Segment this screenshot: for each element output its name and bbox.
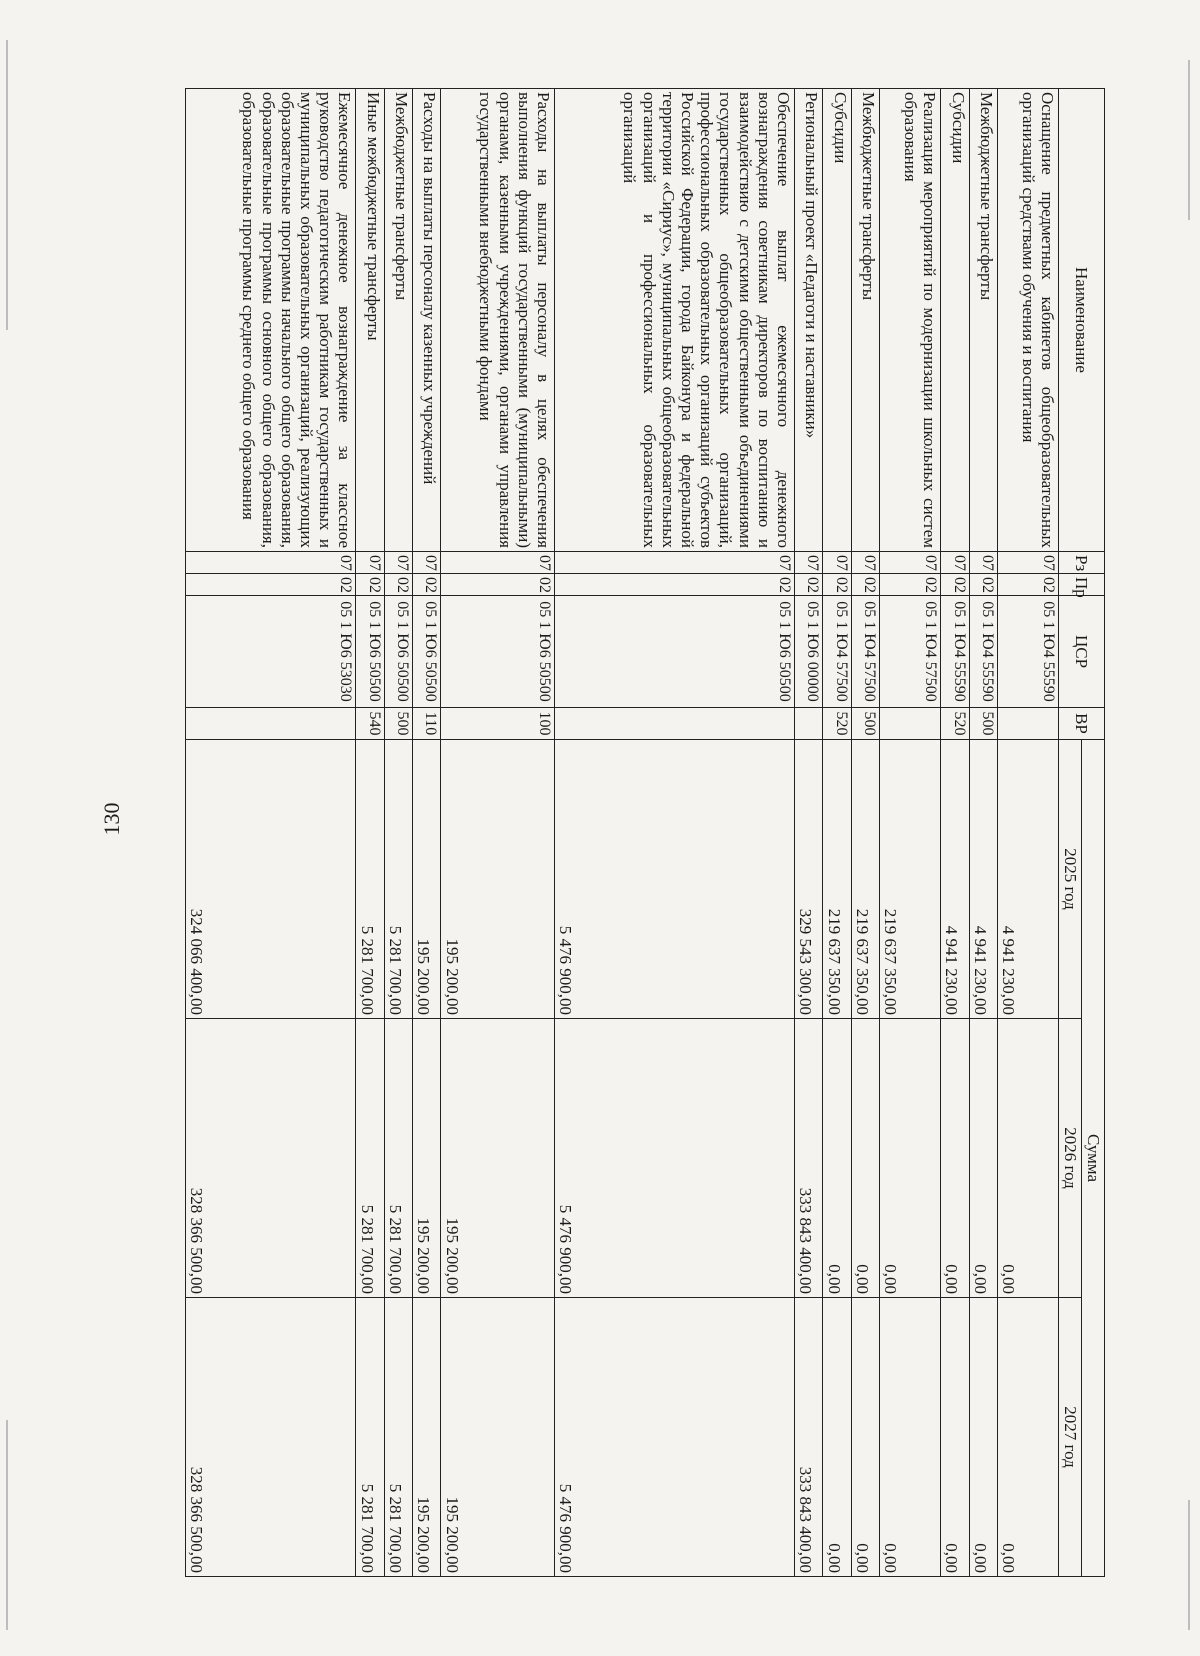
row-csr: 05 1 Ю4 57500 — [880, 596, 941, 708]
table-row — [823, 89, 851, 1577]
row-sum-2025: 324 066 400,00 — [186, 740, 356, 1019]
row-sum-2025: 219 637 350,00 — [851, 740, 879, 1019]
row-sum-2026: 0,00 — [997, 1019, 1058, 1298]
row-rz: 07 — [880, 552, 941, 574]
row-rz: 07 — [941, 552, 969, 574]
table-row — [441, 89, 554, 1577]
rotated-table-container — [185, 88, 1105, 1576]
header-pr: Пр — [1059, 574, 1105, 596]
row-name: Иные межбюджетные трансферты — [356, 89, 384, 552]
row-vr: 520 — [941, 708, 969, 740]
row-sum-2026: 195 200,00 — [441, 1019, 554, 1298]
row-vr — [997, 708, 1058, 740]
row-pr: 02 — [880, 574, 941, 596]
row-pr: 02 — [969, 574, 997, 596]
row-name: Межбюджетные трансферты — [969, 89, 997, 552]
row-sum-2026: 0,00 — [969, 1019, 997, 1298]
row-name: Расходы на выплаты персоналу в целях обеспечения выполнения функций государственными (муниципальными) органами, казенными учреждениями, органами управления государственными внебюджетными фондами — [441, 89, 554, 552]
row-pr: 02 — [186, 574, 356, 596]
row-csr: 05 1 Ю4 55590 — [997, 596, 1058, 708]
row-sum-2027: 195 200,00 — [441, 1298, 554, 1577]
row-vr: 520 — [823, 708, 851, 740]
row-rz: 07 — [413, 552, 441, 574]
row-sum-2025: 4 941 230,00 — [997, 740, 1058, 1019]
row-sum-2025: 5 281 700,00 — [384, 740, 412, 1019]
header-rz: Рз — [1059, 552, 1105, 574]
header-csr: ЦСР — [1059, 596, 1105, 708]
table-row — [997, 89, 1058, 1577]
row-sum-2026: 5 281 700,00 — [384, 1019, 412, 1298]
row-name: Оснащение предметных кабинетов общеобразовательных организаций средствами обучения и воспитания — [997, 89, 1058, 552]
table-row — [851, 89, 879, 1577]
row-vr — [880, 708, 941, 740]
page-number: 130 — [99, 802, 124, 836]
row-csr: 05 1 Ю4 57500 — [823, 596, 851, 708]
row-vr — [554, 708, 794, 740]
row-rz: 07 — [997, 552, 1058, 574]
row-name: Субсидии — [823, 89, 851, 552]
row-name: Субсидии — [941, 89, 969, 552]
table-row — [186, 89, 356, 1577]
row-csr: 05 1 Ю6 50500 — [413, 596, 441, 708]
row-sum-2027: 0,00 — [969, 1298, 997, 1577]
table-row — [554, 89, 794, 1577]
row-sum-2026: 328 366 500,00 — [186, 1019, 356, 1298]
row-sum-2027: 5 281 700,00 — [356, 1298, 384, 1577]
row-vr: 100 — [441, 708, 554, 740]
row-name: Реализация мероприятий по модернизации школьных систем образования — [880, 89, 941, 552]
row-pr: 02 — [441, 574, 554, 596]
row-rz: 07 — [186, 552, 356, 574]
row-sum-2025: 195 200,00 — [441, 740, 554, 1019]
row-sum-2027: 5 476 900,00 — [554, 1298, 794, 1577]
row-sum-2027: 0,00 — [941, 1298, 969, 1577]
row-name: Ежемесячное денежное вознаграждение за классное руководство педагогическим работникам государственных и муниципальных образовательных организаций, реализующих образовательные программы начального общего образования, образовательные программы основного общего образования, образовательные программы среднего общего образования — [186, 89, 356, 552]
budget-table — [185, 88, 1105, 1577]
row-csr: 05 1 Ю6 00000 — [794, 596, 822, 708]
row-pr: 02 — [384, 574, 412, 596]
row-vr — [186, 708, 356, 740]
table-row — [969, 89, 997, 1577]
row-sum-2026: 0,00 — [851, 1019, 879, 1298]
row-csr: 05 1 Ю6 50500 — [384, 596, 412, 708]
row-sum-2025: 4 941 230,00 — [969, 740, 997, 1019]
row-vr — [794, 708, 822, 740]
row-name: Межбюджетные трансферты — [851, 89, 879, 552]
row-name: Обеспечение выплат ежемесячного денежного вознаграждения советникам директоров по воспитанию и взаимодействию с детскими общественными объединениями государственных общеобразовательных организаций, профессиональных образовательных организаций субъектов Российской Федерации, города Байконура и федеральной территории «Сириус», муниципальных общеобразовательных организаций и профессиональных образовательных организаций — [554, 89, 794, 552]
header-year-2026: 2026 год — [1059, 1019, 1082, 1298]
row-name: Расходы на выплаты персоналу казенных учреждений — [413, 89, 441, 552]
row-sum-2027: 0,00 — [823, 1298, 851, 1577]
row-csr: 05 1 Ю6 50500 — [356, 596, 384, 708]
row-sum-2025: 5 476 900,00 — [554, 740, 794, 1019]
row-rz: 07 — [554, 552, 794, 574]
row-csr: 05 1 Ю4 55590 — [969, 596, 997, 708]
table-row — [941, 89, 969, 1577]
table-row — [384, 89, 412, 1577]
header-vr: ВР — [1059, 708, 1105, 740]
row-sum-2026: 0,00 — [880, 1019, 941, 1298]
scan-edge-mark — [6, 40, 8, 330]
row-csr: 05 1 Ю4 55590 — [941, 596, 969, 708]
row-pr: 02 — [794, 574, 822, 596]
row-pr: 02 — [554, 574, 794, 596]
row-rz: 07 — [823, 552, 851, 574]
row-sum-2025: 219 637 350,00 — [823, 740, 851, 1019]
row-sum-2025: 5 281 700,00 — [356, 740, 384, 1019]
row-sum-2027: 328 366 500,00 — [186, 1298, 356, 1577]
header-name: Наименование — [1059, 89, 1105, 552]
row-sum-2027: 0,00 — [851, 1298, 879, 1577]
table-row — [413, 89, 441, 1577]
row-sum-2026: 0,00 — [941, 1019, 969, 1298]
row-pr: 02 — [823, 574, 851, 596]
row-sum-2026: 333 843 400,00 — [794, 1019, 822, 1298]
row-pr: 02 — [851, 574, 879, 596]
row-sum-2025: 219 637 350,00 — [880, 740, 941, 1019]
row-csr: 05 1 Ю6 50500 — [554, 596, 794, 708]
row-sum-2027: 0,00 — [997, 1298, 1058, 1577]
row-rz: 07 — [969, 552, 997, 574]
header-sum: Сумма — [1082, 740, 1105, 1577]
row-sum-2025: 195 200,00 — [413, 740, 441, 1019]
header-year-2027: 2027 год — [1059, 1298, 1082, 1577]
row-sum-2027: 5 281 700,00 — [384, 1298, 412, 1577]
scan-edge-mark — [6, 1420, 8, 1630]
row-pr: 02 — [941, 574, 969, 596]
row-sum-2027: 195 200,00 — [413, 1298, 441, 1577]
row-csr: 05 1 Ю6 50500 — [441, 596, 554, 708]
row-sum-2027: 0,00 — [880, 1298, 941, 1577]
row-rz: 07 — [384, 552, 412, 574]
row-vr: 500 — [384, 708, 412, 740]
row-sum-2026: 5 476 900,00 — [554, 1019, 794, 1298]
row-rz: 07 — [441, 552, 554, 574]
row-sum-2026: 0,00 — [823, 1019, 851, 1298]
row-pr: 02 — [413, 574, 441, 596]
row-name: Региональный проект «Педагоги и наставники» — [794, 89, 822, 552]
row-vr: 500 — [851, 708, 879, 740]
scan-edge-mark — [1188, 60, 1190, 220]
row-name: Межбюджетные трансферты — [384, 89, 412, 552]
row-rz: 07 — [356, 552, 384, 574]
row-vr: 110 — [413, 708, 441, 740]
table-row — [880, 89, 941, 1577]
table-row — [794, 89, 822, 1577]
scan-edge-mark — [1188, 1500, 1190, 1630]
header-year-2025: 2025 год — [1059, 740, 1082, 1019]
row-csr: 05 1 Ю4 57500 — [851, 596, 879, 708]
row-sum-2026: 195 200,00 — [413, 1019, 441, 1298]
row-rz: 07 — [794, 552, 822, 574]
row-vr: 540 — [356, 708, 384, 740]
row-rz: 07 — [851, 552, 879, 574]
row-pr: 02 — [997, 574, 1058, 596]
row-sum-2027: 333 843 400,00 — [794, 1298, 822, 1577]
row-csr: 05 1 Ю6 53030 — [186, 596, 356, 708]
row-sum-2026: 5 281 700,00 — [356, 1019, 384, 1298]
table-row — [356, 89, 384, 1577]
row-vr: 500 — [969, 708, 997, 740]
row-pr: 02 — [356, 574, 384, 596]
row-sum-2025: 329 543 300,00 — [794, 740, 822, 1019]
row-sum-2025: 4 941 230,00 — [941, 740, 969, 1019]
